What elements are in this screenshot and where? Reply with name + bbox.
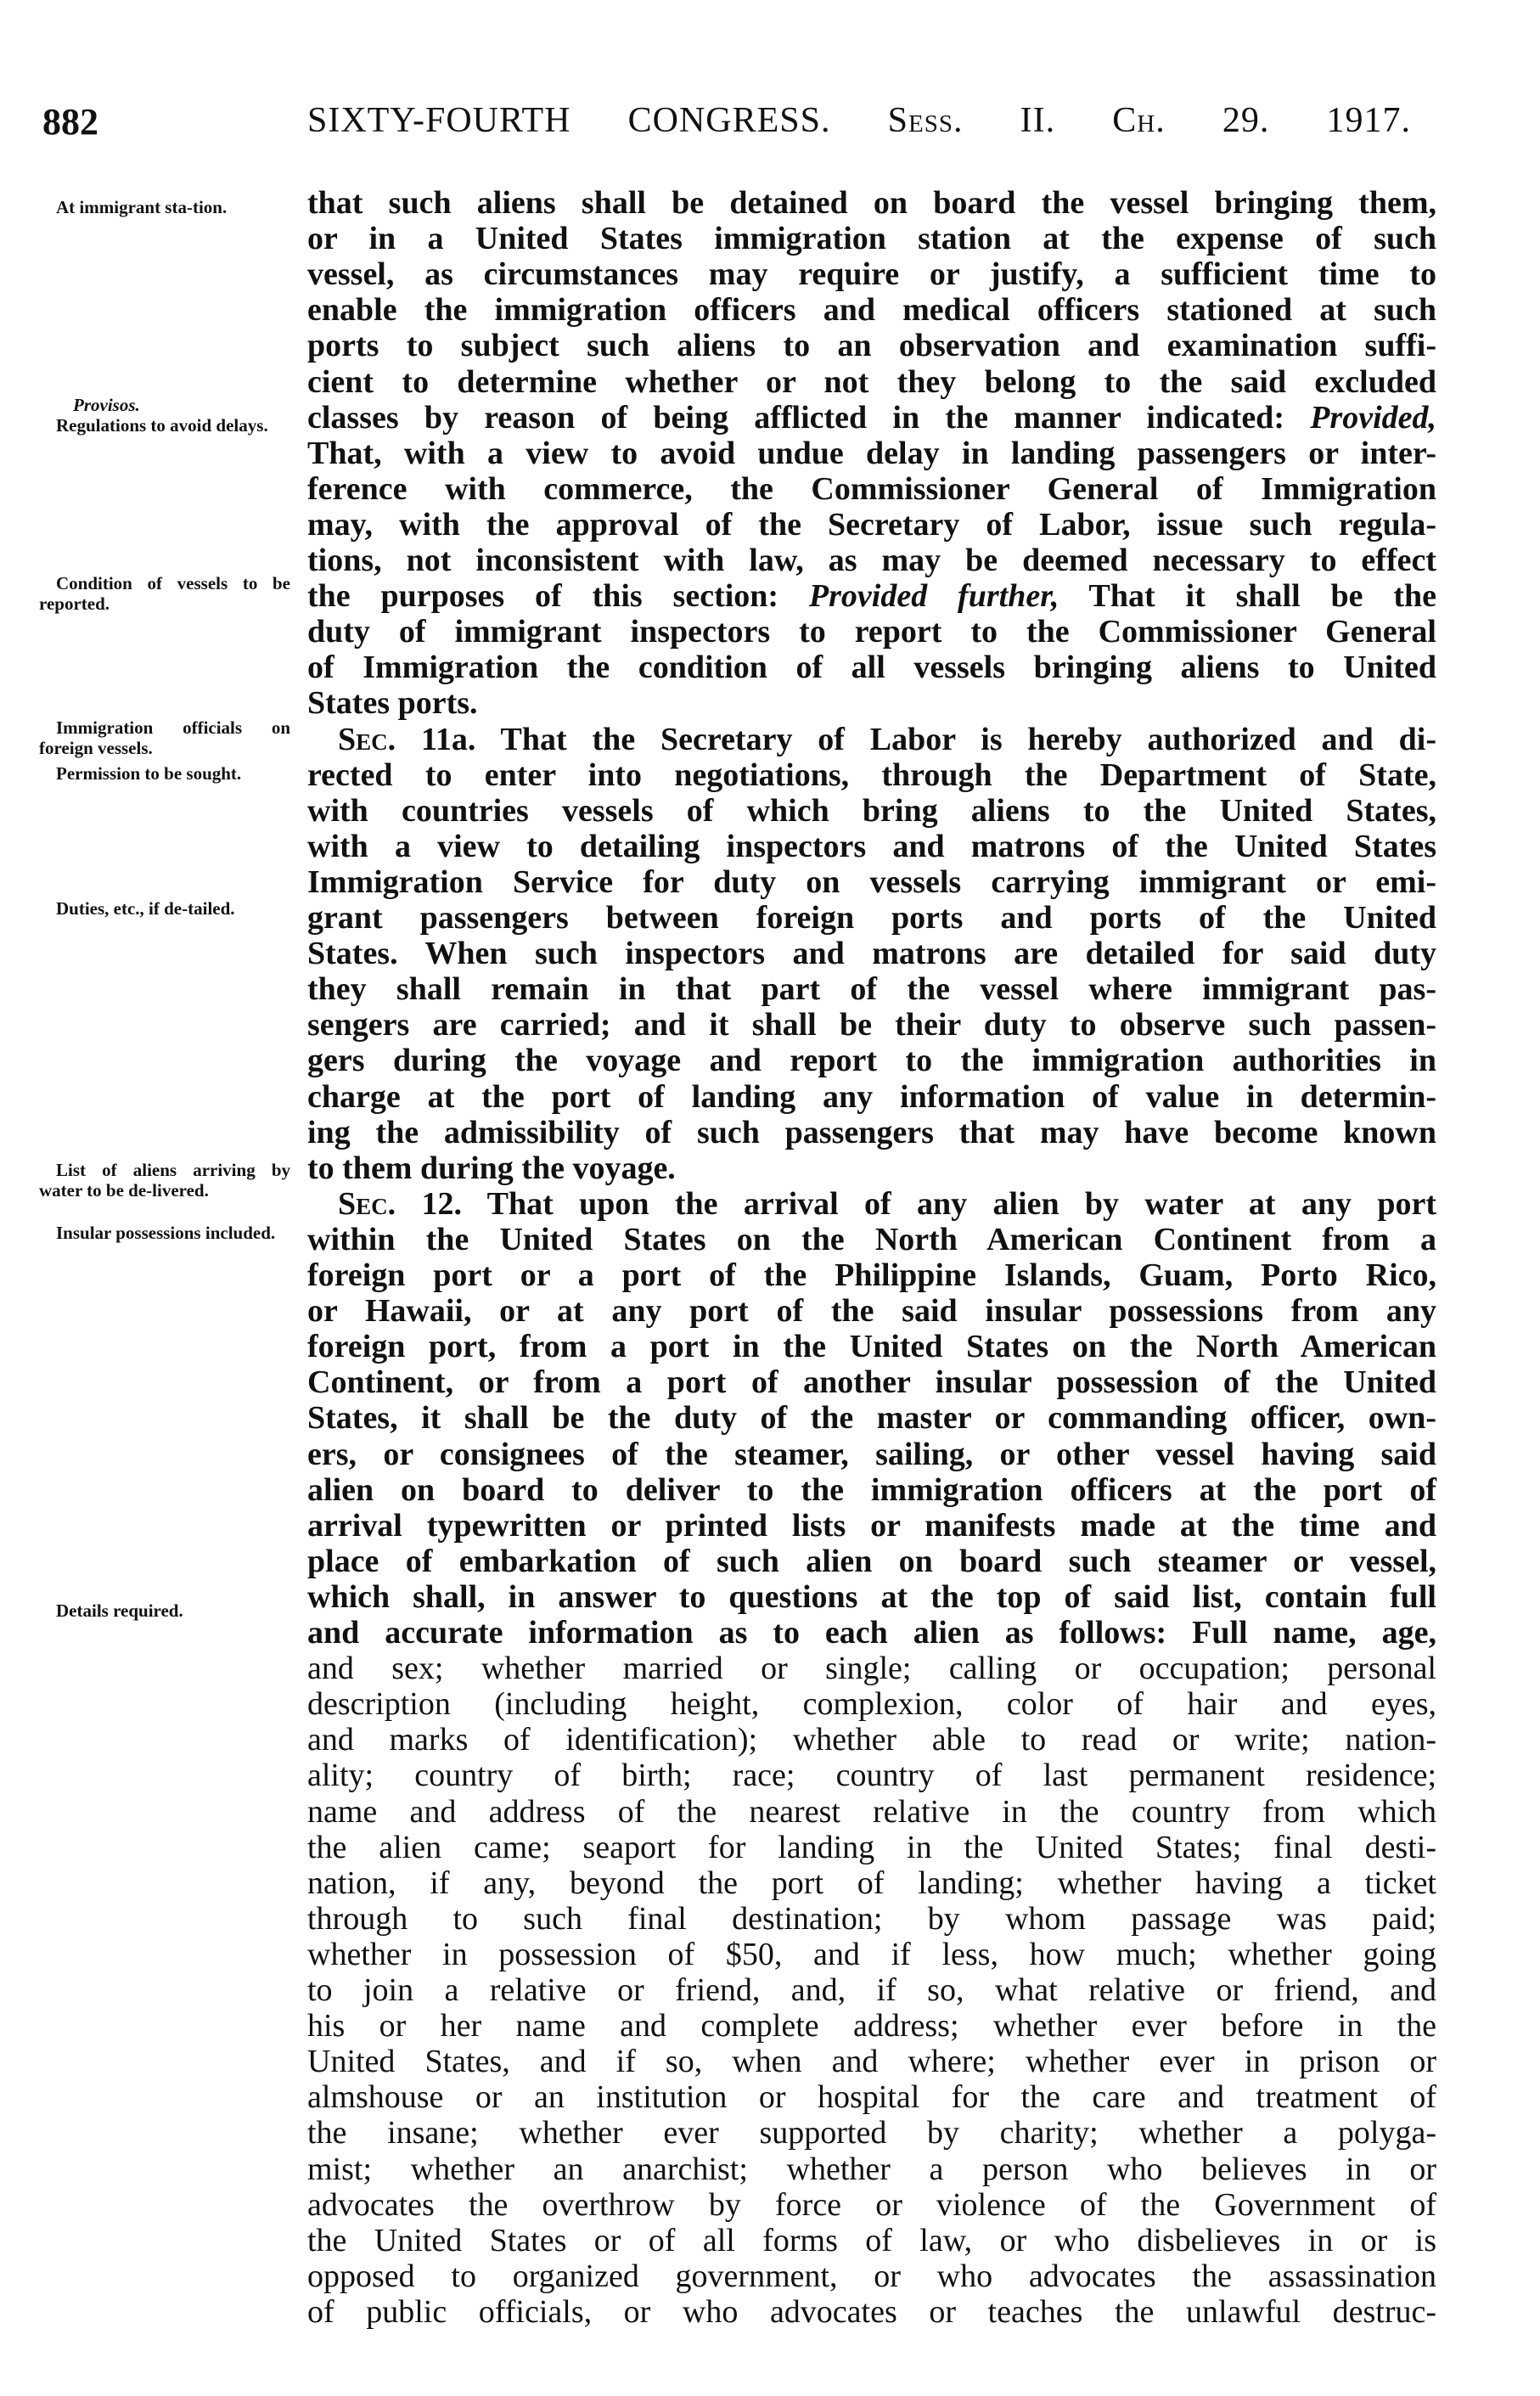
text-line [307, 971, 1436, 1007]
text-segment: rected to enter into negotiations, through the Department of State, [307, 756, 1436, 793]
text-line [307, 256, 1436, 292]
text-line [307, 1865, 1436, 1901]
margin-note-text: Regulations to avoid delays. [56, 415, 268, 436]
text-line [307, 1043, 1436, 1078]
session: Sess. II. [887, 101, 1056, 140]
text-line [307, 2115, 1436, 2151]
text-segment: to join a relative or friend, and, if so, what relative or friend, and [307, 1972, 1436, 2008]
text-line [307, 1651, 1436, 1686]
text-line [307, 2044, 1436, 2079]
text-segment: foreign port or a port of the Philippine Islands, Guam, Porto Rico, [307, 1257, 1436, 1293]
text-line [307, 578, 1436, 614]
text-segment: duty of immigrant inspectors to report to the Commissioner General [307, 614, 1436, 650]
text-line [307, 1293, 1436, 1329]
text-segment: or Hawaii, or at any port of the said insular possessions from any [307, 1293, 1436, 1330]
text-line [307, 650, 1436, 685]
text-line [307, 1007, 1436, 1043]
running-head [307, 100, 1411, 141]
text-segment: charge at the port of landing any information of value in determin- [307, 1078, 1436, 1115]
text-line [307, 1364, 1436, 1400]
text-segment: which shall, in answer to questions at the top of said list, contain full [307, 1578, 1436, 1615]
text-line [307, 1400, 1436, 1436]
margin-note-text: Duties, etc., if de-​tailed. [56, 898, 235, 919]
text-line [307, 364, 1436, 400]
text-line [307, 1937, 1436, 1972]
text-segment: through to such final destination; by whom passage was paid; [307, 1900, 1436, 1937]
text-line [307, 400, 1436, 436]
text-segment: description (including height, complexion, color of hair and eyes, [307, 1686, 1436, 1723]
text-segment: with a view to detailing inspectors and matrons of the United States [307, 828, 1436, 864]
text-line [307, 1544, 1436, 1579]
margin-note-text: Immigration officials on foreign vessels. [39, 717, 290, 758]
text-segment: place of embarkation of such alien on board such steamer or vessel, [307, 1543, 1436, 1579]
margin-note [39, 1600, 290, 1621]
text-segment: or in a United States immigration station at the expense of such [307, 221, 1436, 257]
text-segment: gers during the voyage and report to the immigration authorities in [307, 1043, 1436, 1079]
text-line [307, 1615, 1436, 1651]
text-segment: the alien came; seaport for landing in the United States; final desti- [307, 1829, 1436, 1865]
margin-note [39, 395, 290, 436]
text-segment: enable the immigration officers and medical officers stationed at such [307, 292, 1436, 329]
text-segment: and marks of identification); whether able to read or write; nation- [307, 1722, 1436, 1758]
text-line [307, 543, 1436, 578]
text-line [307, 1579, 1436, 1615]
text-line [307, 1079, 1436, 1115]
text-segment: advocates the overthrow by force or violence of the Government of [307, 2186, 1436, 2223]
text-segment: arrival typewritten or printed lists or manifests made at the time and [307, 1507, 1436, 1544]
margin-note [39, 1223, 290, 1243]
text-segment: ers, or consignees of the steamer, sailing, or other vessel having said [307, 1436, 1436, 1472]
text-line [307, 2079, 1436, 2115]
margin-note [39, 197, 290, 217]
chapter: Ch. 29. [1112, 101, 1270, 140]
text-segment: Sec. 12. That upon the arrival of any alien by water at any port [338, 1185, 1436, 1222]
text-line [307, 2223, 1436, 2258]
italic-text: Provided, [1310, 399, 1436, 436]
text-line [307, 328, 1436, 363]
text-segment: Immigration Service for duty on vessels carrying immigrant or emi- [307, 863, 1436, 900]
text-line [307, 1186, 1436, 1222]
text-segment: his or her name and complete address; whether ever before in the [307, 2008, 1436, 2044]
text-line [307, 2294, 1436, 2330]
section-mark: Sec. [338, 721, 396, 757]
text-line [307, 722, 1436, 757]
text-line [307, 1329, 1436, 1364]
text-line [307, 614, 1436, 650]
congress-title: SIXTY-FOURTH CONGRESS. [307, 101, 831, 140]
text-line [307, 1508, 1436, 1544]
text-line [307, 507, 1436, 543]
text-segment: grant passengers between foreign ports and ports of the United [307, 900, 1436, 936]
text-line [307, 793, 1436, 829]
text-segment: within the United States on the North American Continent from a [307, 1221, 1436, 1257]
text-segment: vessel, as circumstances may require or justify, a sufficient time to [307, 256, 1436, 293]
text-line [307, 221, 1436, 256]
text-segment: alien on board to deliver to the immigration officers at the port of [307, 1471, 1436, 1508]
text-line [307, 2008, 1436, 2044]
text-segment: whether in possession of $50, and if less, how much; whether going [307, 1936, 1436, 1972]
text-line [307, 1901, 1436, 1937]
text-line [307, 1972, 1436, 2008]
text-segment: States. When such inspectors and matrons are detailed for said duty [307, 936, 1436, 972]
text-line [307, 1222, 1436, 1257]
text-line [307, 292, 1436, 328]
text-line [307, 829, 1436, 864]
text-line [307, 1686, 1436, 1722]
text-segment: mist; whether an anarchist; whether a person who believes in or [307, 2151, 1436, 2187]
text-segment: States ports. [307, 685, 478, 722]
margin-note [39, 717, 290, 758]
text-segment: tions, not inconsistent with law, as may be deemed necessary to effect [307, 543, 1436, 578]
text-segment: opposed to organized government, or who advocates the assassination [307, 2258, 1436, 2294]
margin-note-text: Insular possessions included. [56, 1223, 276, 1243]
text-segment: to them during the voyage. [307, 1150, 676, 1186]
text-segment: ference with commerce, the Commissioner General of Immigration [307, 470, 1436, 507]
text-line [307, 1257, 1436, 1293]
text-line [307, 1830, 1436, 1865]
italic-text: Provided further, [808, 578, 1059, 615]
text-segment: of Immigration the condition of all vessels bringing aliens to United [307, 650, 1436, 686]
text-line [307, 1794, 1436, 1830]
margin-note-text: At immigrant sta-​tion. [56, 197, 228, 217]
text-segment: that such aliens shall be detained on board the vessel bringing them, [307, 185, 1436, 221]
text-segment: cient to determine whether or not they belong to the said excluded [307, 363, 1436, 400]
text-segment: may, with the approval of the Secretary of Labor, issue such regula- [307, 506, 1436, 543]
text-segment: classes by reason of being afflicted in the manner indicated: [307, 399, 1311, 436]
text-line [307, 1472, 1436, 1508]
text-segment: the United States or of all forms of law, or who disbelieves in or is [307, 2222, 1436, 2258]
margin-note-text: Details required. [56, 1600, 183, 1621]
text-line [307, 757, 1436, 793]
margin-note [39, 898, 290, 919]
year: 1917. [1326, 101, 1412, 140]
page-number: 882 [42, 101, 98, 143]
text-line [307, 2258, 1436, 2294]
margin-note-text: Condition of vessels to be reported. [39, 573, 290, 614]
text-line [307, 1150, 1436, 1186]
margin-note [39, 573, 290, 614]
text-line [307, 1758, 1436, 1793]
margin-note-heading: Provisos. [73, 395, 140, 415]
text-segment: the insane; whether ever supported by charity; whether a polyga- [307, 2115, 1436, 2151]
text-segment: ality; country of birth; race; country of last permanent residence; [307, 1758, 1436, 1794]
text-segment: ing the admissibility of such passengers that may have become known [307, 1114, 1436, 1150]
text-line [307, 185, 1436, 221]
text-segment: of public officials, or who advocates or teaches the unlawful destruc- [307, 2293, 1436, 2330]
text-segment: United States, and if so, when and where; whether ever in prison or [307, 2044, 1436, 2080]
text-segment: nation, if any, beyond the port of landing; whether having a ticket [307, 1864, 1436, 1901]
text-segment: with countries vessels of which bring aliens to the United States, [307, 792, 1436, 829]
text-line [307, 900, 1436, 936]
text-segment: Continent, or from a port of another insular possession of the United [307, 1364, 1436, 1401]
margin-note [39, 763, 290, 784]
text-segment: That it shall be the [1059, 578, 1436, 615]
text-segment: name and address of the nearest relative in the country from which [307, 1793, 1436, 1830]
text-segment: the purposes of this section: [307, 578, 809, 615]
margin-note-text: List of aliens arriving by water to be de-​livered. [39, 1160, 290, 1201]
section-mark: Sec. [338, 1185, 396, 1222]
text-segment: foreign port, from a port in the United States on the North American [307, 1329, 1436, 1365]
text-line [307, 936, 1436, 971]
margin-note-text: Permission to be sought. [56, 763, 242, 784]
text-segment: they shall remain in that part of the vessel where immigrant pas- [307, 971, 1436, 1008]
text-segment: and sex; whether married or single; calling or occupation; personal [307, 1651, 1436, 1687]
text-segment: That, with a view to avoid undue delay in landing passengers or inter- [307, 435, 1436, 471]
text-segment: and accurate information as to each alien as follows: Full name, age, [307, 1615, 1436, 1651]
text-segment: almshouse or an institution or hospital for the care and treatment of [307, 2079, 1436, 2116]
text-line [307, 2187, 1436, 2223]
text-line [307, 436, 1436, 471]
text-segment: ports to subject such aliens to an observation and examination suffi- [307, 328, 1436, 364]
text-line [307, 1437, 1436, 1472]
text-line [307, 2151, 1436, 2187]
text-line [307, 1115, 1436, 1150]
text-segment: sengers are carried; and it shall be their duty to observe such passen- [307, 1007, 1436, 1043]
text-segment: States, it shall be the duty of the master or commanding officer, own- [307, 1400, 1436, 1437]
text-line [307, 864, 1436, 900]
text-line [307, 685, 1436, 721]
text-line [307, 1722, 1436, 1758]
text-line [307, 471, 1436, 507]
margin-note [39, 1160, 290, 1201]
text-segment: Sec. 11a. That the Secretary of Labor is hereby authorized and di- [338, 721, 1436, 757]
